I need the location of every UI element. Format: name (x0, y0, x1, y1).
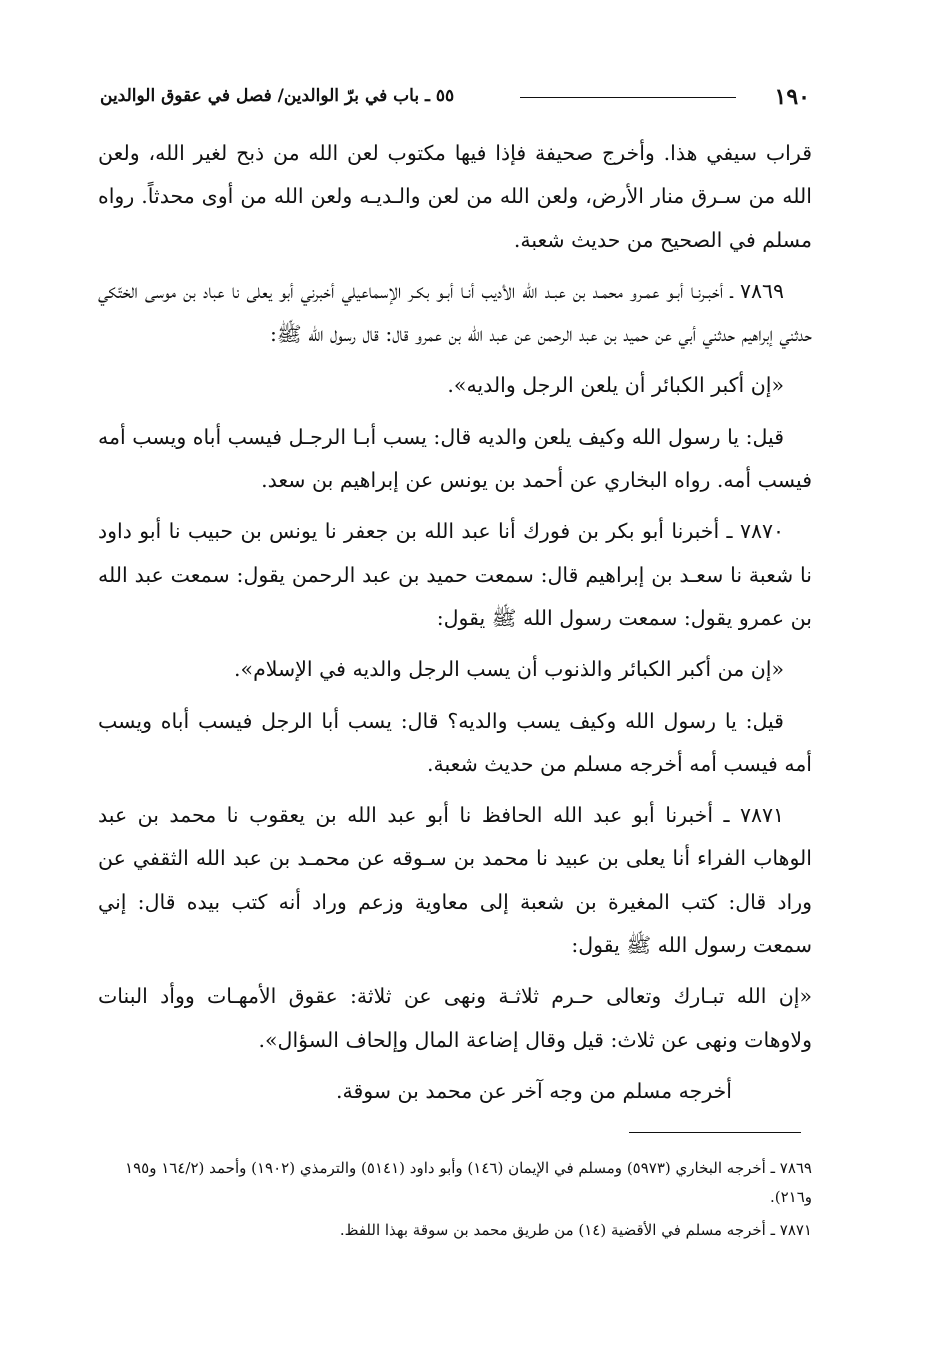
hadith-7870: ٧٨٧٠ ـ أخبرنا أبو بكر بن فورك أنا عبد الله بن جعفر نا يونس بن حبيب نا أبو داود نا شعبة نا سعـد بن إبراهيم قال: سمعت حميد بن عبد الرحمن يقول: سمعت عبد الله بن عمرو يقول: سمعت رسول الله ﷺ يقول: (98, 519, 812, 630)
hadith-7869-commentary: قيل: يا رسول الله وكيف يلعن والديه قال: يسب أبـا الرجـل فيسب أباه ويسب أمه فيسب أمه. رواه البخاري عن أحمد بن يونس عن إبراهيم بن سعد. (98, 424, 812, 493)
hadith-7869-quote: «إن أكبر الكبائر أن يلعن الرجل والديه». (447, 373, 784, 398)
footnote-separator (629, 1132, 801, 1133)
page-number: ١٩٠ (774, 84, 810, 110)
hadith-7871-quote: «إن الله تبـارك وتعالى حـرم ثلاثـة ونهى عن ثلاثة: عقوق الأمهـات ووأد البنات ولاوهات ونهى عن ثلاث: قيل وقال إضاعة المال وإلحاف السؤال». (98, 984, 812, 1052)
page-header (100, 80, 810, 114)
paragraph-continuation: قراب سيفي هذا. وأخرج صحيفة فإذا فيها مكتوب لعن الله من ذبح لغير الله، ولعن الله من سـرق منار الأرض، ولعن الله من لعن والـديـه ولعن الله من أوى محدثاً. رواه مسلم في الصحيح من حديث شعبة. (98, 141, 812, 252)
footnotes (98, 1154, 812, 1249)
hadith-7870-quote: «إن من أكبر الكبائر والذنوب أن يسب الرجل والديه في الإسلام». (234, 657, 784, 682)
hadith-7869: ٧٨٦٩ ـ أخبـرنـا أبـو عمـرو محمـد بن عبـد الله الأديب أنـا أبـو بكـر الإسماعيلي أخبرني أبو يعلى نا عباد بن موسى الختّكي حدثني إبراهيم حدثني أبي عن حميد بن عبد الرحمن عن عبد الله بن عمرو قال: قال رسول الله ﷺ: (98, 278, 812, 347)
footnote-7871: ٧٨٧١ ـ أخرجه مسلم في الأقضية (١٤) من طريق محمد بن سوقة بهذا اللفظ. (339, 1221, 812, 1239)
hadith-7871-commentary: أخرجه مسلم من وجه آخر عن محمد بن سوقة. (335, 1078, 732, 1103)
header-rule (520, 97, 736, 98)
running-title: ٥٥ ـ باب في برّ الوالدين/ فصل في عقوق الوالدين (100, 86, 455, 106)
footnote-7869: ٧٨٦٩ ـ أخرجه البخاري (٥٩٧٣) ومسلم في الإيمان (١٤٦) وأبو داود (٥١٤١) والترمذي (١٩٠٢) وأحمد (١٦٤/٢ و١٩٥ و٢١٦). (125, 1159, 812, 1206)
hadith-7871: ٧٨٧١ ـ أخبرنا أبو عبد الله الحافظ نا أبو عبد الله بن يعقوب نا محمد بن عبد الوهاب الفراء أنا يعلى بن عبيد نا محمد بن سـوقه عن محمـد بن عبد الله الثقفي عن وراد قال: كتب المغيرة بن شعبة إلى معاوية وزعم وراد أنه كتب بيده قال: إني سمعت رسول الله ﷺ يقول: (98, 803, 812, 958)
hadith-7870-commentary: قيل: يا رسول الله وكيف يسب والديه؟ قال: يسب أبا الرجل فيسب أباه ويسب أمه فيسب أمه أخرجه مسلم من حديث شعبة. (98, 708, 812, 776)
main-text (98, 132, 812, 1113)
